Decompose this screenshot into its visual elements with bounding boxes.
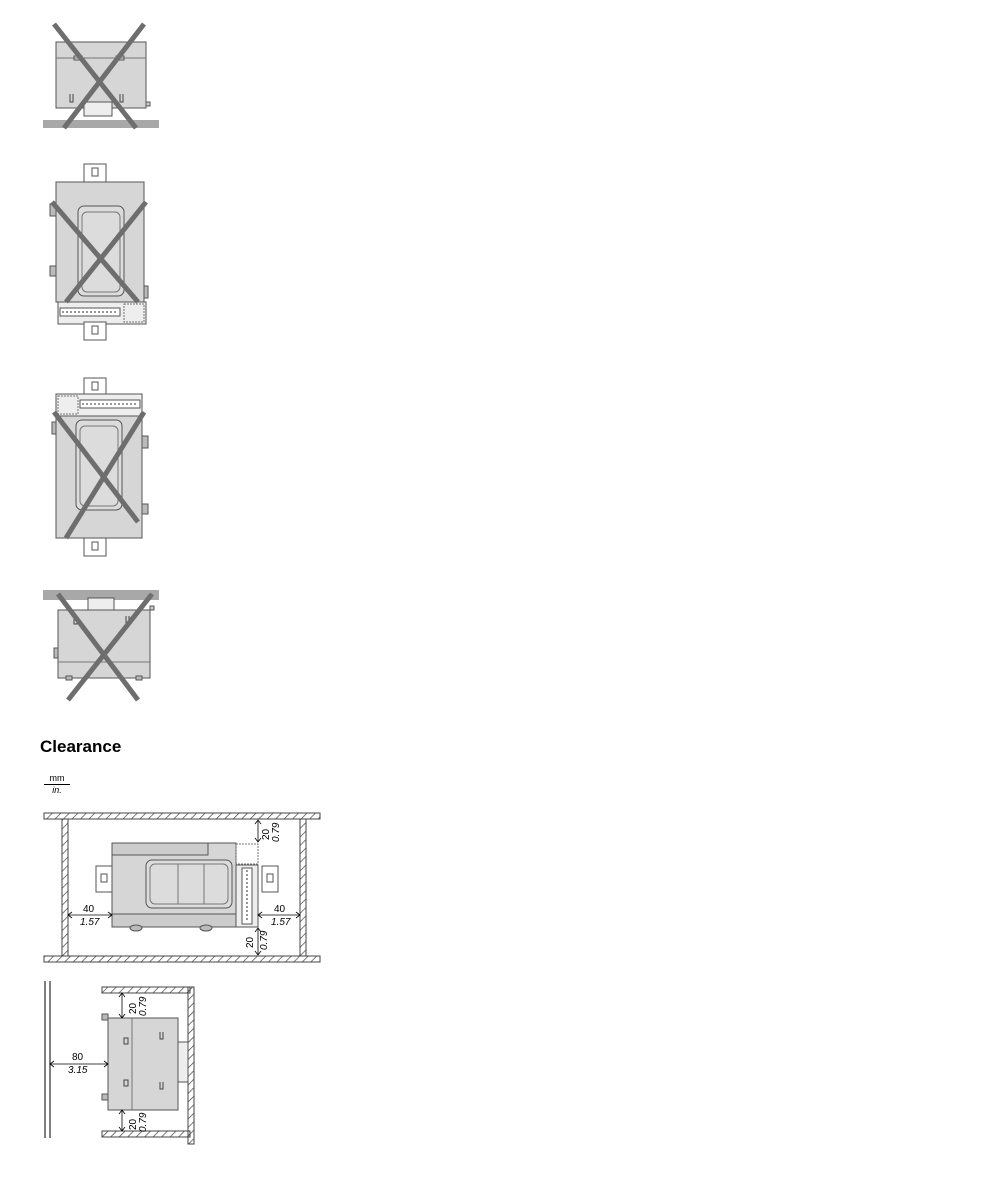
dim-front-top-in: 0.79 bbox=[271, 822, 282, 842]
dim-side-bottom-in: 0.79 bbox=[138, 1112, 149, 1132]
incorrect-mounting-figure-1 bbox=[40, 18, 162, 132]
units-numerator: mm bbox=[44, 773, 70, 785]
dim-front-right-mm: 40 bbox=[274, 904, 286, 915]
dim-side-front-in: 3.15 bbox=[68, 1065, 88, 1076]
dim-front-left-in: 1.57 bbox=[80, 917, 100, 928]
incorrect-mounting-figure-2 bbox=[40, 162, 162, 342]
dim-side-top-in: 0.79 bbox=[138, 996, 149, 1016]
dim-side-bottom-mm: 20 bbox=[128, 1118, 139, 1130]
clearance-side-diagram bbox=[40, 978, 200, 1148]
floor-surface bbox=[43, 120, 159, 128]
units-denominator: in. bbox=[52, 785, 62, 795]
incorrect-mounting-figure-4 bbox=[40, 588, 162, 704]
section-heading-clearance: Clearance bbox=[40, 737, 122, 756]
dim-front-top-mm: 20 bbox=[261, 828, 272, 840]
dim-front-bottom-mm: 20 bbox=[245, 936, 256, 948]
dim-front-right-in: 1.57 bbox=[271, 917, 291, 928]
dim-front-bottom-in: 0.79 bbox=[259, 930, 270, 950]
dim-front-left-mm: 40 bbox=[83, 904, 95, 915]
units-legend bbox=[44, 773, 70, 796]
dim-side-top-mm: 20 bbox=[128, 1002, 139, 1014]
dim-side-front-mm: 80 bbox=[72, 1052, 84, 1063]
incorrect-mounting-figure-3 bbox=[40, 376, 162, 558]
clearance-front-diagram bbox=[40, 808, 324, 968]
